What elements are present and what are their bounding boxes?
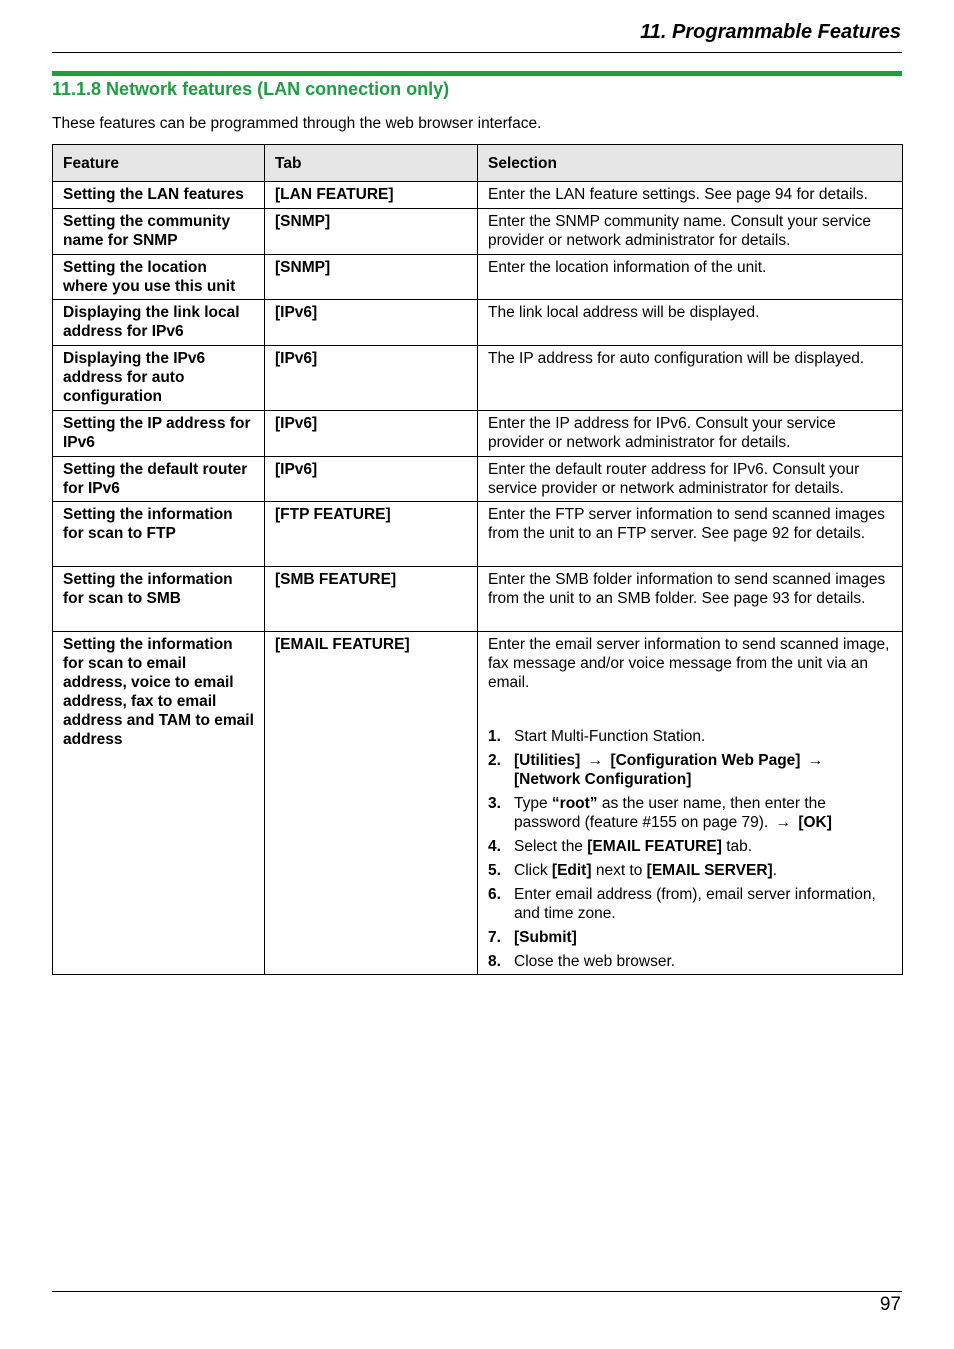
column-header-feature: Feature — [53, 145, 265, 182]
features-table — [52, 144, 903, 975]
section-heading: 11.1.8 Network features (LAN connection only) — [52, 79, 450, 99]
feature-cell: Setting the LAN features — [53, 182, 265, 209]
step-item — [488, 751, 892, 789]
table-row — [53, 457, 903, 502]
table-row — [53, 411, 903, 457]
selection-cell: Enter the SNMP community name. Consult your service provider or network administrator for details. — [478, 209, 903, 255]
step-item — [488, 837, 892, 856]
step-body — [514, 794, 892, 832]
tab-cell: [LAN FEATURE] — [265, 182, 478, 209]
table-row — [53, 182, 903, 209]
step-number: 5. — [488, 862, 501, 879]
tab-cell: [FTP FEATURE] — [265, 502, 478, 567]
intro-text: These features can be programmed through the web browser interface. — [52, 115, 542, 132]
selection-intro: Enter the email server information to send scanned image, fax message and/or voice message from the unit via an email. — [488, 636, 890, 691]
table-row-email — [53, 632, 903, 975]
table-row — [53, 346, 903, 411]
submit-button-label: [Submit] — [514, 929, 577, 946]
header-rule — [52, 52, 902, 53]
selection-cell: The IP address for auto configuration will be displayed. — [478, 346, 903, 411]
feature-cell: Setting the community name for SNMP — [53, 209, 265, 255]
step-body — [514, 861, 892, 880]
step-text: Close the web browser. — [514, 953, 676, 970]
table-row — [53, 209, 903, 255]
table-header-row — [53, 145, 903, 182]
feature-cell: Setting the information for scan to email address, voice to email address, fax to email address and TAM to email address — [53, 632, 265, 975]
selection-cell: Enter the IP address for IPv6. Consult your service provider or network administrator for details. — [478, 411, 903, 457]
step-text: Type — [514, 795, 548, 812]
email-server-label: [EMAIL SERVER] — [646, 862, 773, 879]
steps-list — [488, 727, 892, 971]
table-row — [53, 502, 903, 567]
step-number: 6. — [488, 886, 501, 903]
step-number: 2. — [488, 752, 501, 769]
step-number: 7. — [488, 929, 501, 946]
configuration-web-page-label: [Configuration Web Page] — [610, 752, 801, 769]
chapter-title: 11. Programmable Features — [640, 21, 901, 43]
step-number: 4. — [488, 838, 501, 855]
ok-button-label: [OK] — [798, 814, 832, 831]
selection-cell: Enter the LAN feature settings. See page 94 for details. — [478, 182, 903, 209]
step-text: tab. — [726, 838, 753, 855]
step-text: Enter email address (from), email server information, and time zone. — [514, 886, 876, 922]
feature-cell: Displaying the link local address for IPv6 — [53, 300, 265, 346]
column-header-selection: Selection — [478, 145, 903, 182]
tab-cell: [IPv6] — [265, 411, 478, 457]
page-number: 97 — [879, 1294, 901, 1315]
selection-cell: Enter the SMB folder information to send scanned images from the unit to an SMB folder. See page 93 for details. — [478, 567, 903, 632]
network-configuration-label: [Network Configuration] — [514, 771, 692, 788]
tab-cell: [SNMP] — [265, 255, 478, 300]
tab-cell: [IPv6] — [265, 457, 478, 502]
step-number: 1. — [488, 728, 501, 745]
feature-cell: Setting the IP address for IPv6 — [53, 411, 265, 457]
step-item — [488, 794, 892, 832]
section-accent-bar — [52, 71, 902, 76]
feature-cell: Setting the location where you use this unit — [53, 255, 265, 300]
arrow-right-icon: → — [775, 814, 792, 831]
feature-cell: Setting the default router for IPv6 — [53, 457, 265, 502]
step-text: next to — [595, 862, 643, 879]
step-item — [488, 928, 892, 947]
table-row — [53, 300, 903, 346]
tab-cell: [IPv6] — [265, 346, 478, 411]
table-row — [53, 567, 903, 632]
step-number: 8. — [488, 953, 501, 970]
tab-cell: [SNMP] — [265, 209, 478, 255]
step-body — [514, 751, 892, 789]
footer-rule — [52, 1291, 902, 1292]
feature-cell: Setting the information for scan to FTP — [53, 502, 265, 567]
feature-cell: Displaying the IPv6 address for auto configuration — [53, 346, 265, 411]
email-feature-tab-label: [EMAIL FEATURE] — [587, 838, 722, 855]
step-item — [488, 861, 892, 880]
step-text: Start Multi-Function Station. — [514, 728, 706, 745]
step-number: 3. — [488, 795, 501, 812]
tab-cell: [EMAIL FEATURE] — [265, 632, 478, 975]
selection-cell: The link local address will be displayed. — [478, 300, 903, 346]
selection-cell: Enter the default router address for IPv6. Consult your service provider or network administrator for details. — [478, 457, 903, 502]
tab-cell: [SMB FEATURE] — [265, 567, 478, 632]
step-text: as the user name, then enter the password (feature #155 on page 79). — [514, 795, 826, 831]
selection-cell: Enter the FTP server information to send scanned images from the unit to an FTP server. See page 92 for details. — [478, 502, 903, 567]
column-header-tab: Tab — [265, 145, 478, 182]
step-text: Click — [514, 862, 548, 879]
step-item — [488, 727, 892, 746]
table-row — [53, 255, 903, 300]
feature-cell: Setting the information for scan to SMB — [53, 567, 265, 632]
edit-button-label: [Edit] — [551, 862, 592, 879]
step-item — [488, 885, 892, 923]
arrow-right-icon: → — [807, 752, 824, 769]
step-text: . — [772, 862, 778, 879]
step-body — [514, 837, 892, 856]
root-username: “root” — [551, 795, 598, 812]
step-item — [488, 952, 892, 971]
arrow-right-icon: → — [587, 752, 604, 769]
utilities-menu-label: [Utilities] — [514, 752, 581, 769]
tab-cell: [IPv6] — [265, 300, 478, 346]
step-text: Select the — [514, 838, 583, 855]
selection-cell: Enter the location information of the unit. — [478, 255, 903, 300]
selection-cell — [478, 632, 903, 975]
